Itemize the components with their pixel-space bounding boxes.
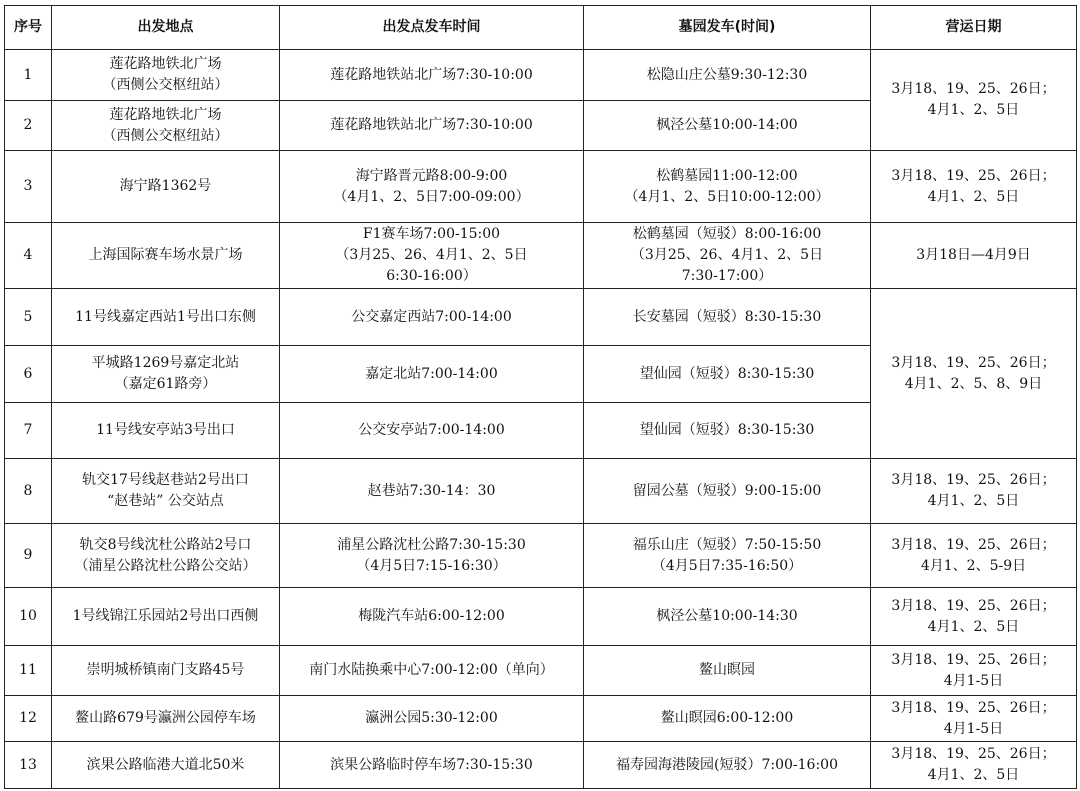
table-row [5, 459, 1077, 524]
table-row [5, 223, 1077, 289]
depart-cell: 公交安亭站7:00-14:00 [280, 403, 584, 459]
origin-cell: 11号线安亭站3号出口 [52, 403, 280, 459]
seq-cell: 10 [5, 588, 52, 646]
origin-cell: 莲花路地铁北广场 （西侧公交枢纽站） [52, 50, 280, 101]
depart-cell: 莲花路地铁站北广场7:30-10:00 [280, 50, 584, 101]
table-row [5, 742, 1077, 789]
dates-cell: 3月18、19、25、26日； 4月1、2、5日 [871, 50, 1077, 151]
table-row [5, 50, 1077, 101]
depart-cell: F1赛车场7:00-15:00 （3月25、26、4月1、2、5日 6:30-16:00） [280, 223, 584, 289]
dates-cell: 3月18、19、25、26日； 4月1、2、5日 [871, 588, 1077, 646]
cemetery-cell: 枫泾公墓10:00-14:30 [584, 588, 871, 646]
origin-cell: 平城路1269号嘉定北站 （嘉定61路旁） [52, 346, 280, 403]
header-seq: 序号 [5, 6, 52, 50]
seq-cell: 8 [5, 459, 52, 524]
origin-cell: 上海国际赛车场水景广场 [52, 223, 280, 289]
cemetery-cell: 福乐山庄（短驳）7:50-15:50 （4月5日7:35-16:50） [584, 524, 871, 588]
header-operating-dates: 营运日期 [871, 6, 1077, 50]
dates-cell: 3月18日—4月9日 [871, 223, 1077, 289]
depart-cell: 莲花路地铁站北广场7:30-10:00 [280, 101, 584, 151]
header-depart-time: 出发点发车时间 [280, 6, 584, 50]
origin-cell: 11号线嘉定西站1号出口东侧 [52, 289, 280, 346]
table-row [5, 588, 1077, 646]
cemetery-cell: 鳌山瞑园 [584, 646, 871, 696]
cemetery-cell: 松隐山庄公墓9:30-12:30 [584, 50, 871, 101]
origin-cell: 崇明城桥镇南门支路45号 [52, 646, 280, 696]
cemetery-cell: 松鹤墓园11:00-12:00 （4月1、2、5日10:00-12:00） [584, 151, 871, 223]
table-row [5, 524, 1077, 588]
depart-cell: 梅陇汽车站6:00-12:00 [280, 588, 584, 646]
cemetery-cell: 望仙园（短驳）8:30-15:30 [584, 403, 871, 459]
seq-cell: 12 [5, 696, 52, 742]
header-cemetery-time: 墓园发车(时间) [584, 6, 871, 50]
cemetery-cell: 鳌山瞑园6:00-12:00 [584, 696, 871, 742]
seq-cell: 13 [5, 742, 52, 789]
depart-cell: 浦星公路沈杜公路7:30-15:30 （4月5日7:15-16:30） [280, 524, 584, 588]
origin-cell: 莲花路地铁北广场 （西侧公交枢纽站） [52, 101, 280, 151]
seq-cell: 2 [5, 101, 52, 151]
depart-cell: 海宁路晋元路8:00-9:00 （4月1、2、5日7:00-09:00） [280, 151, 584, 223]
seq-cell: 3 [5, 151, 52, 223]
depart-cell: 公交嘉定西站7:00-14:00 [280, 289, 584, 346]
origin-cell: 鳌山路679号瀛洲公园停车场 [52, 696, 280, 742]
origin-cell: 滨果公路临港大道北50米 [52, 742, 280, 789]
depart-cell: 赵巷站7:30-14：30 [280, 459, 584, 524]
seq-cell: 5 [5, 289, 52, 346]
header-origin: 出发地点 [52, 6, 280, 50]
seq-cell: 1 [5, 50, 52, 101]
seq-cell: 7 [5, 403, 52, 459]
seq-cell: 4 [5, 223, 52, 289]
bus-schedule-table [4, 5, 1077, 789]
seq-cell: 11 [5, 646, 52, 696]
table-row [5, 289, 1077, 346]
cemetery-cell: 望仙园（短驳）8:30-15:30 [584, 346, 871, 403]
seq-cell: 9 [5, 524, 52, 588]
dates-cell: 3月18、19、25、26日； 4月1、2、5日 [871, 151, 1077, 223]
depart-cell: 嘉定北站7:00-14:00 [280, 346, 584, 403]
cemetery-cell: 枫泾公墓10:00-14:00 [584, 101, 871, 151]
cemetery-cell: 福寿园海港陵园(短驳）7:00-16:00 [584, 742, 871, 789]
cemetery-cell: 留园公墓（短驳）9:00-15:00 [584, 459, 871, 524]
origin-cell: 海宁路1362号 [52, 151, 280, 223]
cemetery-cell: 长安墓园（短驳）8:30-15:30 [584, 289, 871, 346]
cemetery-cell: 松鹤墓园（短驳）8:00-16:00 （3月25、26、4月1、2、5日 7:30-17:00） [584, 223, 871, 289]
depart-cell: 南门水陆换乘中心7:00-12:00（单向） [280, 646, 584, 696]
origin-cell: 轨交17号线赵巷站2号出口 “赵巷站” 公交站点 [52, 459, 280, 524]
origin-cell: 1号线锦江乐园站2号出口西侧 [52, 588, 280, 646]
header-row [5, 6, 1077, 50]
depart-cell: 滨果公路临时停车场7:30-15:30 [280, 742, 584, 789]
table-row [5, 151, 1077, 223]
dates-cell: 3月18、19、25、26日； 4月1-5日 [871, 646, 1077, 696]
dates-cell: 3月18、19、25、26日； 4月1-5日 [871, 696, 1077, 742]
origin-cell: 轨交8号线沈杜公路站2号口 （浦星公路沈杜公路公交站） [52, 524, 280, 588]
dates-cell: 3月18、19、25、26日； 4月1、2、5-9日 [871, 524, 1077, 588]
dates-cell: 3月18、19、25、26日； 4月1、2、5日 [871, 459, 1077, 524]
depart-cell: 瀛洲公园5:30-12:00 [280, 696, 584, 742]
table-row [5, 696, 1077, 742]
seq-cell: 6 [5, 346, 52, 403]
dates-cell: 3月18、19、25、26日； 4月1、2、5日 [871, 742, 1077, 789]
dates-cell: 3月18、19、25、26日； 4月1、2、5、8、9日 [871, 289, 1077, 459]
table-row [5, 646, 1077, 696]
